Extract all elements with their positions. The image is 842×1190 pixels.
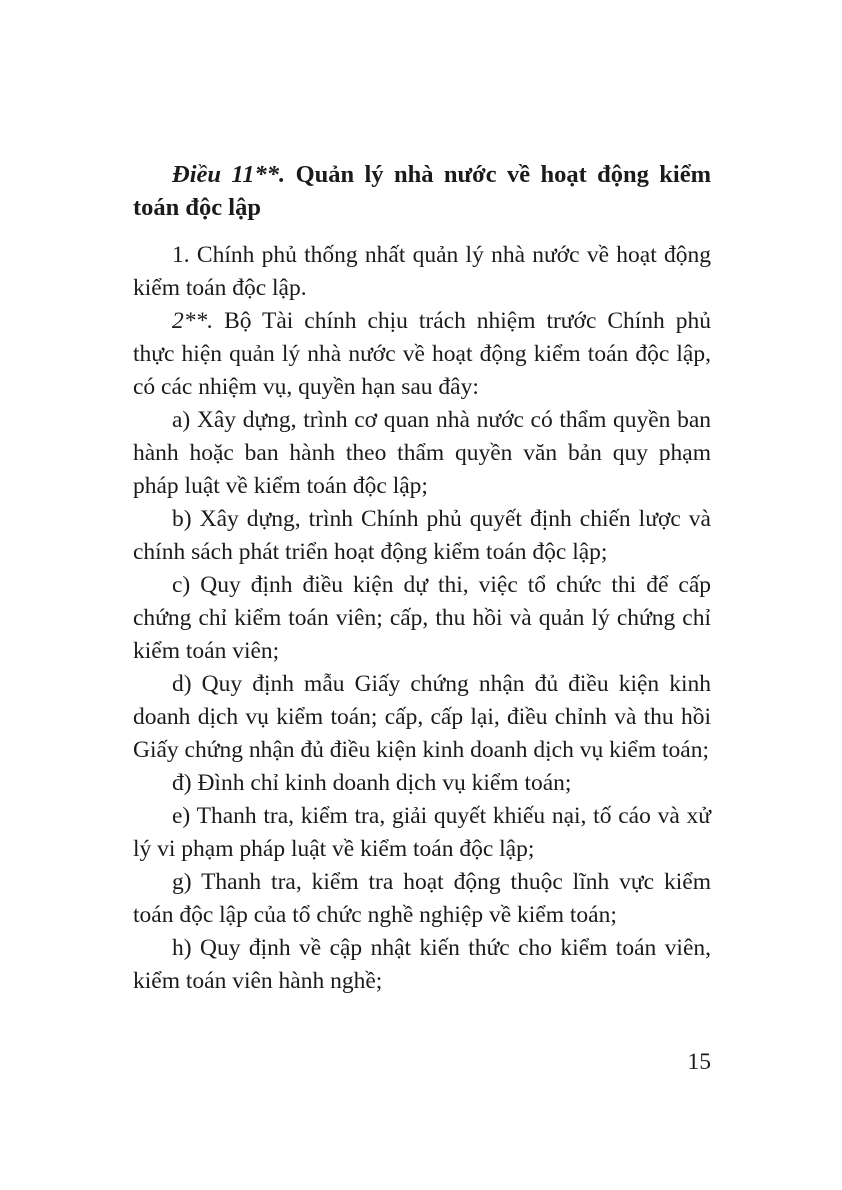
paragraph-text: Quy định mẫu Giấy chứng nhận đủ điều kiện kinh doanh dịch vụ kiểm toán; cấp, cấp lại, điều chỉnh và thu hồi Giấy chứng nhận đủ điều kiện kinh doanh dịch vụ kiểm toán; (133, 671, 712, 763)
paragraph (133, 767, 711, 800)
paragraph (133, 800, 711, 866)
paragraph-text: Xây dựng, trình cơ quan nhà nước có thẩm quyền ban hành hoặc ban hành theo thẩm quyền văn bản quy phạm pháp luật về kiểm toán độc lập; (133, 407, 711, 499)
article-heading (133, 158, 711, 224)
paragraph-text: Đình chỉ kinh doanh dịch vụ kiểm toán; (197, 770, 572, 796)
paragraph (133, 503, 711, 569)
page-number: 15 (687, 1049, 711, 1075)
paragraph (133, 404, 711, 503)
paragraph (133, 866, 711, 932)
paragraph-lead: c) (172, 572, 191, 598)
paragraph-text: Bộ Tài chính chịu trách nhiệm trước Chính phủ thực hiện quản lý nhà nước về hoạt động kiểm toán độc lập, có các nhiệm vụ, quyền hạn sau đây: (133, 308, 712, 400)
paragraph-lead: 1. (172, 242, 190, 268)
paragraph-lead: h) (172, 935, 192, 961)
paragraph-text: Thanh tra, kiểm tra hoạt động thuộc lĩnh vực kiểm toán độc lập của tổ chức nghề nghiệp về kiểm toán; (133, 869, 711, 928)
paragraph (133, 239, 711, 305)
paragraph-lead: b) (172, 506, 192, 532)
paragraph-lead: e) (172, 803, 191, 829)
paragraph (133, 569, 711, 668)
paragraph-lead: g) (172, 869, 192, 895)
paragraph-lead: a) (172, 407, 191, 433)
paragraph (133, 305, 711, 404)
paragraph-text: Quy định về cập nhật kiến thức cho kiểm toán viên, kiểm toán viên hành nghề; (133, 935, 711, 994)
article-content (133, 158, 711, 998)
article-heading-title: Quản lý nhà nước về hoạt động kiểm toán độc lập (133, 161, 712, 221)
paragraph-lead: 2**. (172, 308, 214, 334)
article-heading-label: Điều 11**. (172, 161, 286, 188)
paragraph-text: Thanh tra, kiểm tra, giải quyết khiếu nại, tố cáo và xử lý vi phạm pháp luật về kiểm toán độc lập; (133, 803, 711, 862)
paragraph-text: Chính phủ thống nhất quản lý nhà nước về hoạt động kiểm toán độc lập. (133, 242, 711, 301)
paragraph-lead: đ) (172, 770, 192, 796)
paragraph (133, 668, 711, 767)
article-body (133, 239, 711, 998)
paragraph-lead: d) (172, 671, 192, 697)
paragraph-text: Xây dựng, trình Chính phủ quyết định chiến lược và chính sách phát triển hoạt động kiểm toán độc lập; (133, 506, 711, 565)
paragraph-text: Quy định điều kiện dự thi, việc tổ chức thi để cấp chứng chỉ kiểm toán viên; cấp, thu hồi và quản lý chứng chỉ kiểm toán viên; (133, 572, 712, 664)
paragraph (133, 932, 711, 998)
